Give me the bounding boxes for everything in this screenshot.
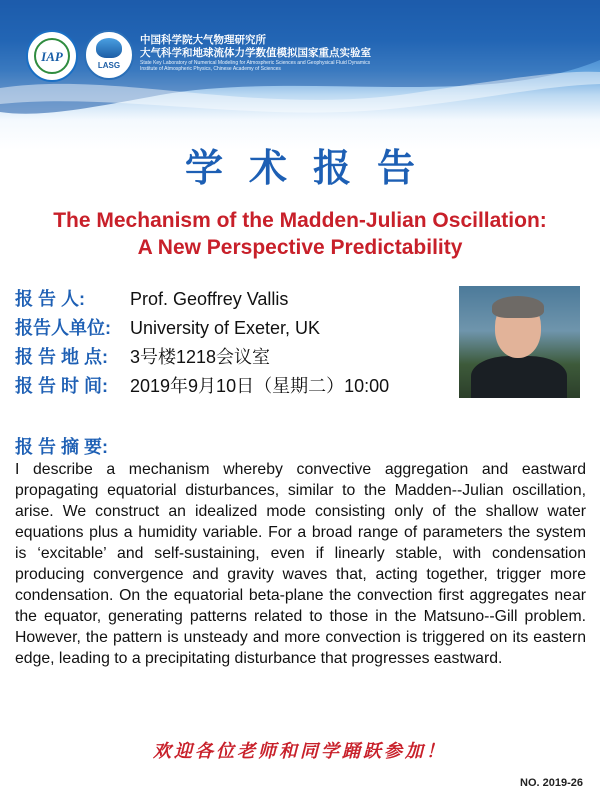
institute-names [140, 34, 440, 72]
institute-cn-2: 大气科学和地球流体力学数值模拟国家重点实验室 [140, 47, 371, 59]
institute-en-2: Institute of Atmospheric Physics, Chinese Academy of Sciences [140, 66, 281, 72]
location-label: 报 告 地 点: [15, 347, 108, 367]
poster-number: NO. 2019-26 [520, 777, 583, 789]
talk-title-line-1: The Mechanism of the Madden-Julian Oscillation: [53, 209, 547, 232]
time-value: 2019年9月10日（星期二）10:00 [130, 376, 390, 396]
iap-logo-text: IAP [41, 49, 63, 64]
lasg-logo [84, 30, 134, 80]
affiliation-label: 报告人单位: [15, 318, 111, 338]
time-label: 报 告 时 间: [15, 376, 108, 396]
banner-title: 学术报告 [184, 145, 441, 190]
abstract-heading: 报 告 摘 要: [15, 437, 108, 457]
talk-title-line-2: A New Perspective Predictability [137, 236, 463, 259]
iap-logo [26, 30, 78, 82]
speaker-photo [459, 286, 580, 398]
institute-en-1: State Key Laboratory of Numerical Modeling for Atmospheric Sciences and Geophysical Fluid Dynamics [140, 60, 371, 66]
speaker-value: Prof. Geoffrey Vallis [130, 289, 289, 309]
institute-cn-1: 中国科学院大气物理研究所 [140, 34, 266, 46]
talk-title [0, 207, 600, 261]
abstract-text: I describe a mechanism whereby convective aggregation and eastward propagating equatorial disturbances, similar to the Madden--Julian oscillation, arise. We construct an idealized mode consisting only of the shallow water equations plus a humidity variable. For a broad range of parameters the system is ‘excitable’ and self-sustaining, even if linearly stable, with condensation producing convergence and gravity waves that, acting together, trigger more condensation. On the equatorial beta-plane the convection first aggregates near the equator, generating patterns related to those in the Matsuno--Gill problem. However, the pattern is unsteady and more convection is triggered on its eastern edge, leading to a precipitating disturbance that progresses eastward. [15, 461, 586, 667]
header [0, 0, 600, 95]
lasg-logo-text: LASG [97, 61, 121, 70]
location-value: 3号楼1218会议室 [130, 347, 271, 367]
welcome-message: 欢迎各位老师和同学踊跃参加！ [153, 741, 447, 762]
speaker-label: 报 告 人: [15, 289, 85, 309]
affiliation-value: University of Exeter, UK [130, 318, 321, 338]
